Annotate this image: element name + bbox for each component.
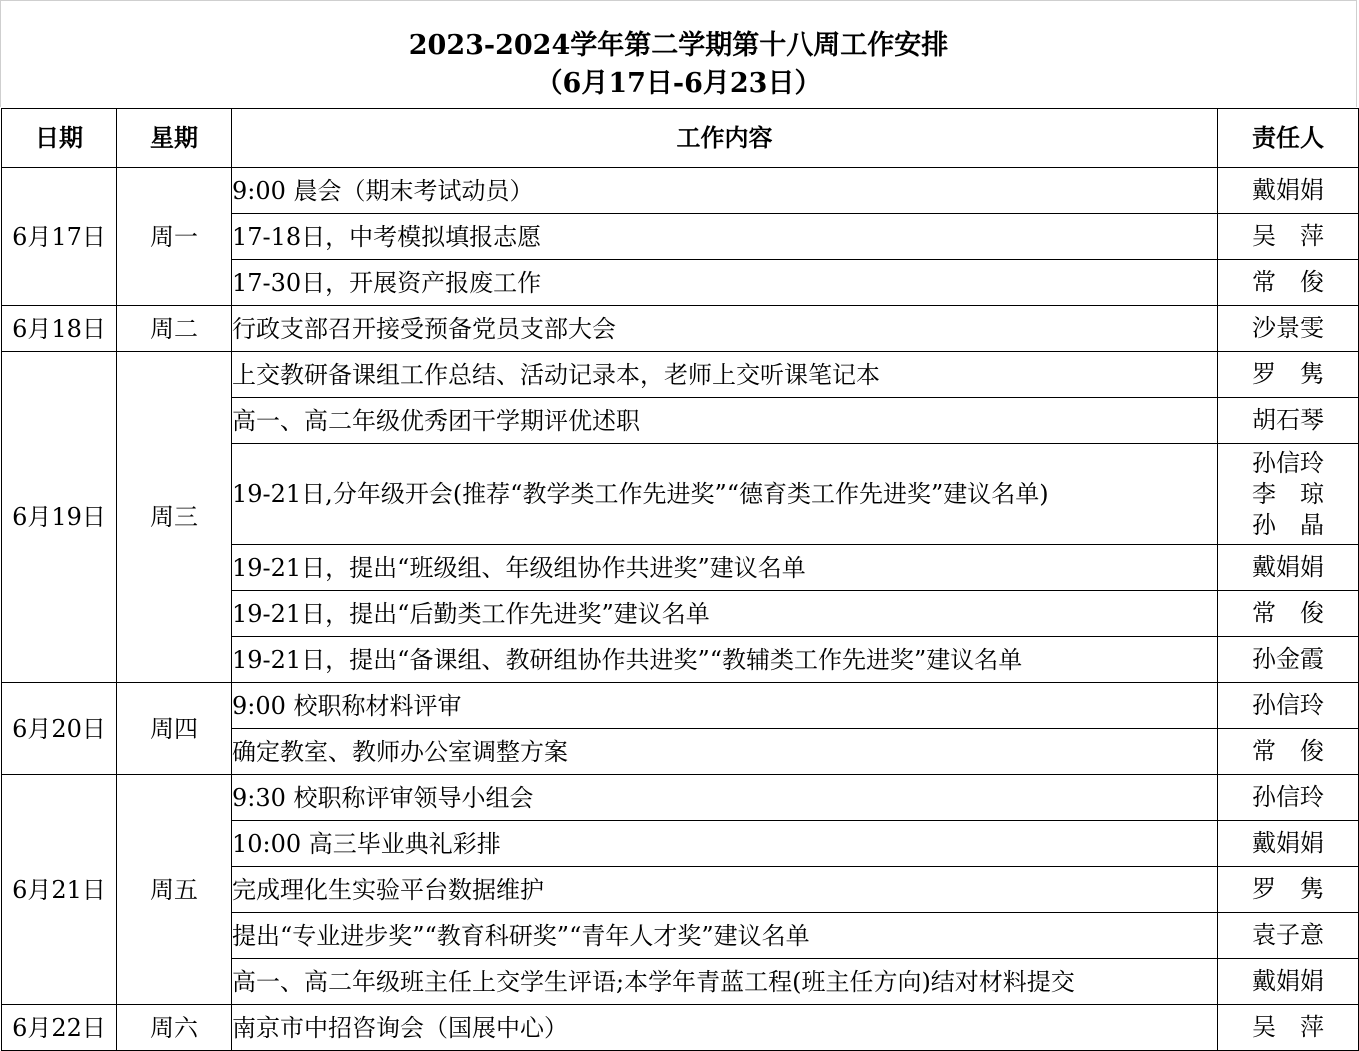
person-name: 孙信玲 — [1252, 448, 1324, 477]
date-cell: 6月21日 — [2, 775, 117, 1005]
task-cell: 上交教研备课组工作总结、活动记录本，老师上交听课笔记本 — [232, 352, 1218, 398]
task-cell: 9:00 校职称材料评审 — [232, 683, 1218, 729]
schedule-table — [1, 108, 1359, 1051]
table-row — [2, 352, 1359, 398]
person-cell — [1218, 821, 1359, 867]
table-row — [2, 683, 1359, 729]
date-cell: 6月19日 — [2, 352, 117, 683]
person-cell — [1218, 168, 1359, 214]
schedule-body — [2, 168, 1359, 1051]
person-name: 常 俊 — [1252, 737, 1324, 765]
task-cell: 19-21日,分年级开会(推荐“教学类工作先进奖”“德育类工作先进奖”建议名单) — [232, 444, 1218, 545]
person-cell — [1218, 398, 1359, 444]
task-cell: 17-18日，中考模拟填报志愿 — [232, 214, 1218, 260]
person-name: 罗 隽 — [1252, 875, 1324, 903]
date-cell: 6月17日 — [2, 168, 117, 306]
person-name: 罗 隽 — [1252, 360, 1324, 388]
task-cell: 19-21日，提出“后勤类工作先进奖”建议名单 — [232, 591, 1218, 637]
task-cell: 南京市中招咨询会（国展中心） — [232, 1005, 1218, 1051]
task-cell: 确定教室、教师办公室调整方案 — [232, 729, 1218, 775]
page-title: 2023-2024学年第二学期第十八周工作安排 — [408, 30, 949, 61]
person-name: 戴娟娟 — [1252, 553, 1324, 581]
task-cell: 17-30日，开展资产报废工作 — [232, 260, 1218, 306]
task-cell: 9:30 校职称评审领导小组会 — [232, 775, 1218, 821]
task-cell: 19-21日，提出“备课组、教研组协作共进奖”“教辅类工作先进奖”建议名单 — [232, 637, 1218, 683]
task-cell: 高一、高二年级班主任上交学生评语;本学年青蓝工程(班主任方向)结对材料提交 — [232, 959, 1218, 1005]
header-weekday: 星期 — [117, 109, 232, 168]
person-cell — [1218, 260, 1359, 306]
person-name: 孙信玲 — [1252, 783, 1324, 811]
person-cell — [1218, 1005, 1359, 1051]
weekday-cell: 周二 — [117, 306, 232, 352]
table-header-row — [2, 109, 1359, 168]
person-name: 常 俊 — [1252, 599, 1324, 627]
person-name: 袁子意 — [1252, 921, 1324, 949]
weekday-cell: 周三 — [117, 352, 232, 683]
person-cell — [1218, 683, 1359, 729]
weekday-cell: 周六 — [117, 1005, 232, 1051]
person-name: 常 俊 — [1252, 268, 1324, 296]
person-cell — [1218, 959, 1359, 1005]
table-row — [2, 775, 1359, 821]
task-cell: 9:00 晨会（期末考试动员） — [232, 168, 1218, 214]
person-cell — [1218, 775, 1359, 821]
person-name: 吴 萍 — [1252, 1013, 1324, 1041]
task-cell: 提出“专业进步奖”“教育科研奖”“青年人才奖”建议名单 — [232, 913, 1218, 959]
person-name: 孙信玲 — [1252, 691, 1324, 719]
person-cell — [1218, 444, 1359, 545]
person-name: 戴娟娟 — [1252, 829, 1324, 857]
person-name: 沙景雯 — [1252, 314, 1324, 342]
header-date: 日期 — [2, 109, 117, 168]
task-cell: 行政支部召开接受预备党员支部大会 — [232, 306, 1218, 352]
person-cell — [1218, 545, 1359, 591]
person-cell — [1218, 637, 1359, 683]
person-cell — [1218, 352, 1359, 398]
table-row — [2, 168, 1359, 214]
header-person: 责任人 — [1218, 109, 1359, 168]
person-cell — [1218, 867, 1359, 913]
weekday-cell: 周五 — [117, 775, 232, 1005]
task-cell: 高一、高二年级优秀团干学期评优述职 — [232, 398, 1218, 444]
person-name: 胡石琴 — [1252, 406, 1324, 434]
date-cell: 6月22日 — [2, 1005, 117, 1051]
table-row — [2, 1005, 1359, 1051]
person-cell — [1218, 729, 1359, 775]
person-name: 李 琼 — [1252, 479, 1324, 508]
title-block — [0, 0, 1357, 107]
person-cell — [1218, 214, 1359, 260]
person-cell — [1218, 913, 1359, 959]
person-name: 戴娟娟 — [1252, 176, 1324, 204]
page-subtitle-date-range: （6月17日-6月23日） — [535, 68, 822, 99]
table-row — [2, 306, 1359, 352]
task-cell: 10:00 高三毕业典礼彩排 — [232, 821, 1218, 867]
header-content: 工作内容 — [232, 109, 1218, 168]
person-name: 吴 萍 — [1252, 222, 1324, 250]
person-name: 孙 晶 — [1252, 510, 1324, 539]
date-cell: 6月18日 — [2, 306, 117, 352]
person-cell — [1218, 591, 1359, 637]
person-name: 戴娟娟 — [1252, 967, 1324, 995]
task-cell: 完成理化生实验平台数据维护 — [232, 867, 1218, 913]
person-cell — [1218, 306, 1359, 352]
weekday-cell: 周一 — [117, 168, 232, 306]
date-cell: 6月20日 — [2, 683, 117, 775]
task-cell: 19-21日，提出“班级组、年级组协作共进奖”建议名单 — [232, 545, 1218, 591]
weekday-cell: 周四 — [117, 683, 232, 775]
person-name: 孙金霞 — [1252, 645, 1324, 673]
